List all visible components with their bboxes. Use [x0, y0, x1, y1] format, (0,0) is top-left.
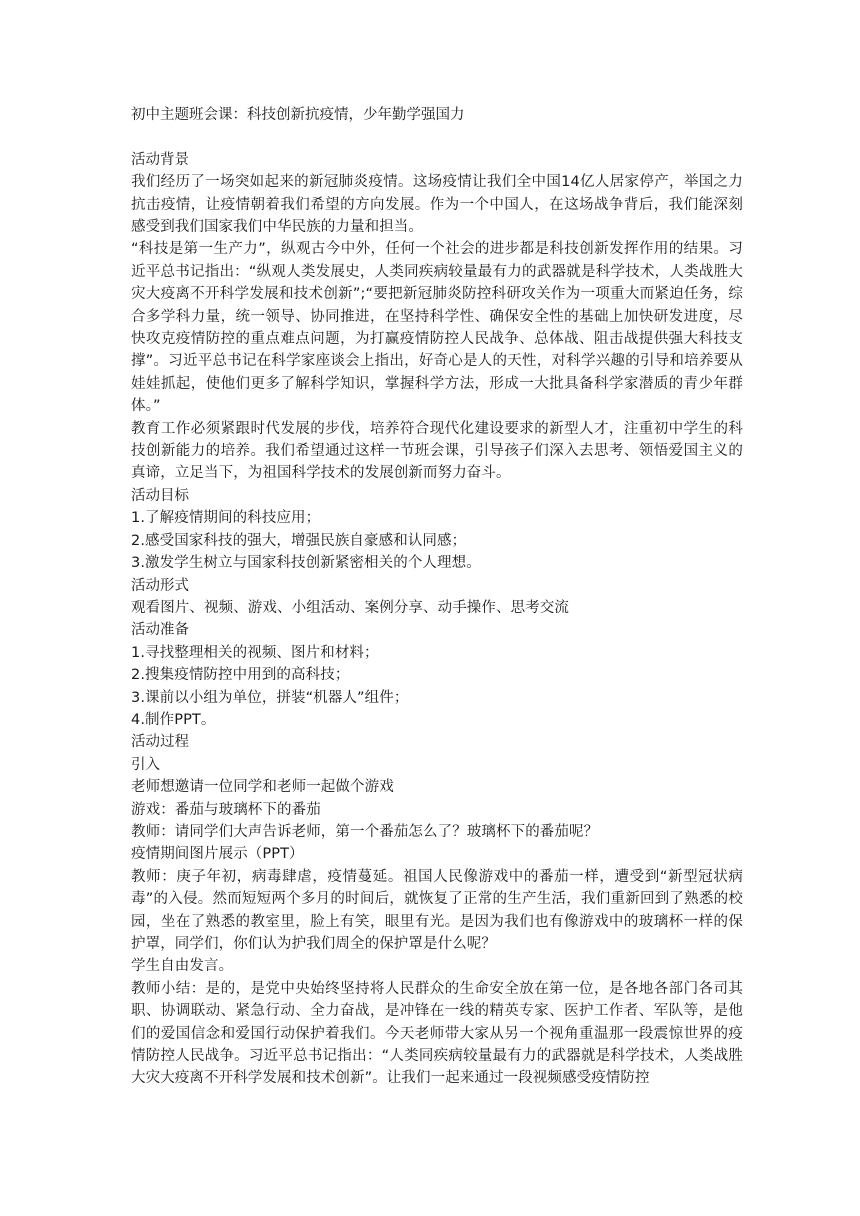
- document-page: [131, 104, 743, 1090]
- section-heading-background: 活动背景: [131, 151, 189, 168]
- intro-line-3: 教师：请同学们大声告诉老师，第一个番茄怎么了？玻璃杯下的番茄呢？: [131, 823, 599, 840]
- prep-item-2: 2.搜集疫情防控中用到的高科技；: [131, 667, 350, 684]
- intro-line-6: 学生自由发言。: [131, 958, 234, 975]
- section-heading-process: 活动过程: [131, 734, 189, 751]
- prep-item-3: 3.课前以小组为单位，拼装“机器人”组件；: [131, 689, 409, 706]
- section-heading-form: 活动形式: [131, 577, 189, 594]
- section-heading-preparation: 活动准备: [131, 622, 189, 639]
- goal-item-3: 3.激发学生树立与国家科技创新紧密相关的个人理想。: [131, 555, 481, 572]
- intro-line-1: 老师想邀请一位同学和老师一起做个游戏: [131, 779, 394, 796]
- form-text: 观看图片、视频、游戏、小组活动、案例分享、动手操作、思考交流: [131, 599, 569, 616]
- prep-item-4: 4.制作PPT。: [131, 711, 216, 728]
- background-paragraph-3: 教育工作必须紧跟时代发展的步伐，培养符合现代化建设要求的新型人才，注重初中学生的科技创新能力的培养。我们希望通过这样一节班会课，引导孩子们深入去思考、领悟爱国主义的真谛，立足当下，为祖国科学技术的发展创新而努力奋斗。: [131, 420, 743, 482]
- goal-item-1: 1.了解疫情期间的科技应用；: [131, 510, 321, 527]
- intro-paragraph-7: 教师小结：是的，是党中央始终坚持将人民群众的生命安全放在第一位，是各地各部门各司其职、协调联动、紧急行动、全力奋战，是冲锋在一线的精英专家、医护工作者、军队等，是他们的爱国信念和爱国行动保护着我们。今天老师带大家从另一个视角重温那一段震惊世界的疫情防控人民战争。习近平总书记指出：“人类同疾病较量最有力的武器就是科学技术，人类战胜大灾大疫离不开科学发展和技术创新”。让我们一起来通过一段视频感受疫情防控: [131, 980, 743, 1087]
- document-title: 初中主题班会课：科技创新抗疫情，少年勤学强国力: [131, 107, 465, 123]
- intro-line-4: 疫情期间图片展示（PPT）: [131, 846, 304, 863]
- section-heading-goals: 活动目标: [131, 487, 189, 504]
- intro-paragraph-5: 教师：庚子年初，病毒肆虐，疫情蔓延。祖国人民像游戏中的番茄一样，遭受到“新型冠状病毒”的入侵。然而短短两个多月的时间后，就恢复了正常的生产生活，我们重新回到了熟悉的校园，坐在了熟悉的教室里，脸上有笑，眼里有光。是因为我们也有像游戏中的玻璃杯一样的保护罩，同学们，你们认为护我们周全的保护罩是什么呢？: [131, 868, 743, 953]
- prep-item-1: 1.寻找整理相关的视频、图片和材料；: [131, 644, 379, 661]
- background-paragraph-1: 我们经历了一场突如起来的新冠肺炎疫情。这场疫情让我们全中国14亿人居家停产，举国之力抗击疫情，让疫情朝着我们希望的方向发展。作为一个中国人，在这场战争背后，我们能深刻感受到我们国家我们中华民族的力量和担当。: [131, 174, 743, 236]
- subsection-heading-intro: 引入: [131, 756, 160, 773]
- intro-line-2: 游戏：番茄与玻璃杯下的番茄: [131, 801, 321, 818]
- background-paragraph-2: “科技是第一生产力”，纵观古今中外，任何一个社会的进步都是科技创新发挥作用的结果。习近平总书记指出：“纵观人类发展史，人类同疾病较量最有力的武器就是科学技术，人类战胜大灾大疫离不开科学发展和技术创新”;“要把新冠肺炎防控科研攻关作为一项重大而紧迫任务，综合多学科力量，统一领导、协同推进，在坚持科学性、确保安全性的基础上加快研发进度，尽快攻克疫情防控的重点难点问题，为打赢疫情防控人民战争、总体战、阻击战提供强大科技支撑”。习近平总书记在科学家座谈会上指出，好奇心是人的天性，对科学兴趣的引导和培养要从娃娃抓起，使他们更多了解科学知识，掌握科学方法，形成一大批具备科学家潜质的青少年群体。”: [131, 241, 743, 415]
- goal-item-2: 2.感受国家科技的强大，增强民族自豪感和认同感；: [131, 532, 467, 549]
